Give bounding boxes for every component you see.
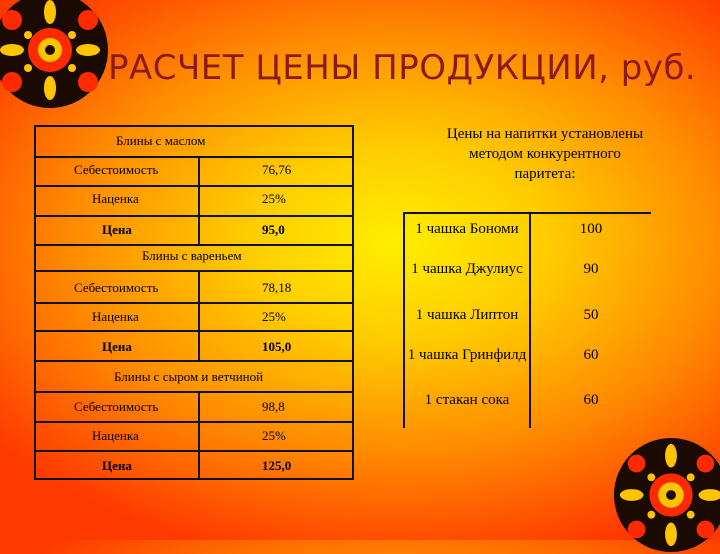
row-divider [34, 156, 354, 158]
col-divider [198, 391, 200, 479]
row-divider [34, 360, 354, 362]
khokhloma-ornament-top-left [0, 0, 110, 110]
section-heading: Блины с вареньем [142, 248, 242, 263]
drink-price: 60 [583, 347, 599, 363]
table-border-top [403, 212, 651, 214]
row-label: Наценка [92, 309, 139, 324]
page-title: РАСЧЕТ ЦЕНЫ ПРОДУКЦИИ, руб. [108, 48, 697, 88]
drink-name: 1 чашка Джулиус [411, 261, 523, 277]
section-heading: Блины с сыром и ветчиной [114, 369, 264, 384]
col-divider [198, 270, 200, 360]
table-border-top [34, 125, 354, 127]
row-value: 25% [262, 309, 286, 324]
row-label: Наценка [92, 191, 139, 206]
row-label: Цена [102, 222, 132, 237]
row-value: 125,0 [262, 458, 292, 473]
drink-price: 90 [583, 261, 599, 277]
row-label: Себестоимость [74, 162, 159, 177]
drink-name: 1 чашка Липтон [415, 307, 519, 323]
row-label: Цена [102, 339, 132, 354]
row-label: Себестоимость [74, 399, 159, 414]
row-divider [34, 450, 354, 452]
row-divider [34, 421, 354, 423]
row-divider [34, 302, 354, 304]
row-value: 25% [262, 428, 286, 443]
row-value: 76,76 [262, 162, 292, 177]
drink-name: 1 стакан сока [424, 392, 510, 408]
row-divider [34, 330, 354, 332]
drink-name: 1 чашка Бономи [415, 221, 519, 237]
col-divider [198, 156, 200, 244]
drink-name: 1 чашка Гринфилд [407, 347, 527, 363]
khokhloma-ornament-bottom-right [612, 436, 720, 554]
row-value: 25% [262, 191, 286, 206]
row-divider [34, 215, 354, 217]
section-heading: Блины с маслом [116, 133, 206, 148]
table-border-bottom [34, 478, 354, 480]
row-label: Наценка [92, 428, 139, 443]
drink-price: 60 [583, 392, 599, 408]
row-value: 98,8 [262, 399, 285, 414]
row-divider [34, 391, 354, 393]
row-divider [34, 270, 354, 272]
row-value: 105,0 [262, 339, 292, 354]
row-value: 95,0 [262, 222, 285, 237]
drinks-price-table [403, 212, 651, 428]
row-label: Себестоимость [74, 280, 159, 295]
row-divider [34, 244, 354, 246]
drink-price: 100 [579, 221, 603, 237]
row-divider [34, 185, 354, 187]
drinks-caption: Цены на напитки установлены методом конкурентного паритета: [446, 126, 644, 182]
row-label: Цена [102, 458, 132, 473]
row-value: 78,18 [262, 280, 292, 295]
pancake-price-table [34, 125, 354, 480]
drink-price: 50 [583, 307, 599, 323]
